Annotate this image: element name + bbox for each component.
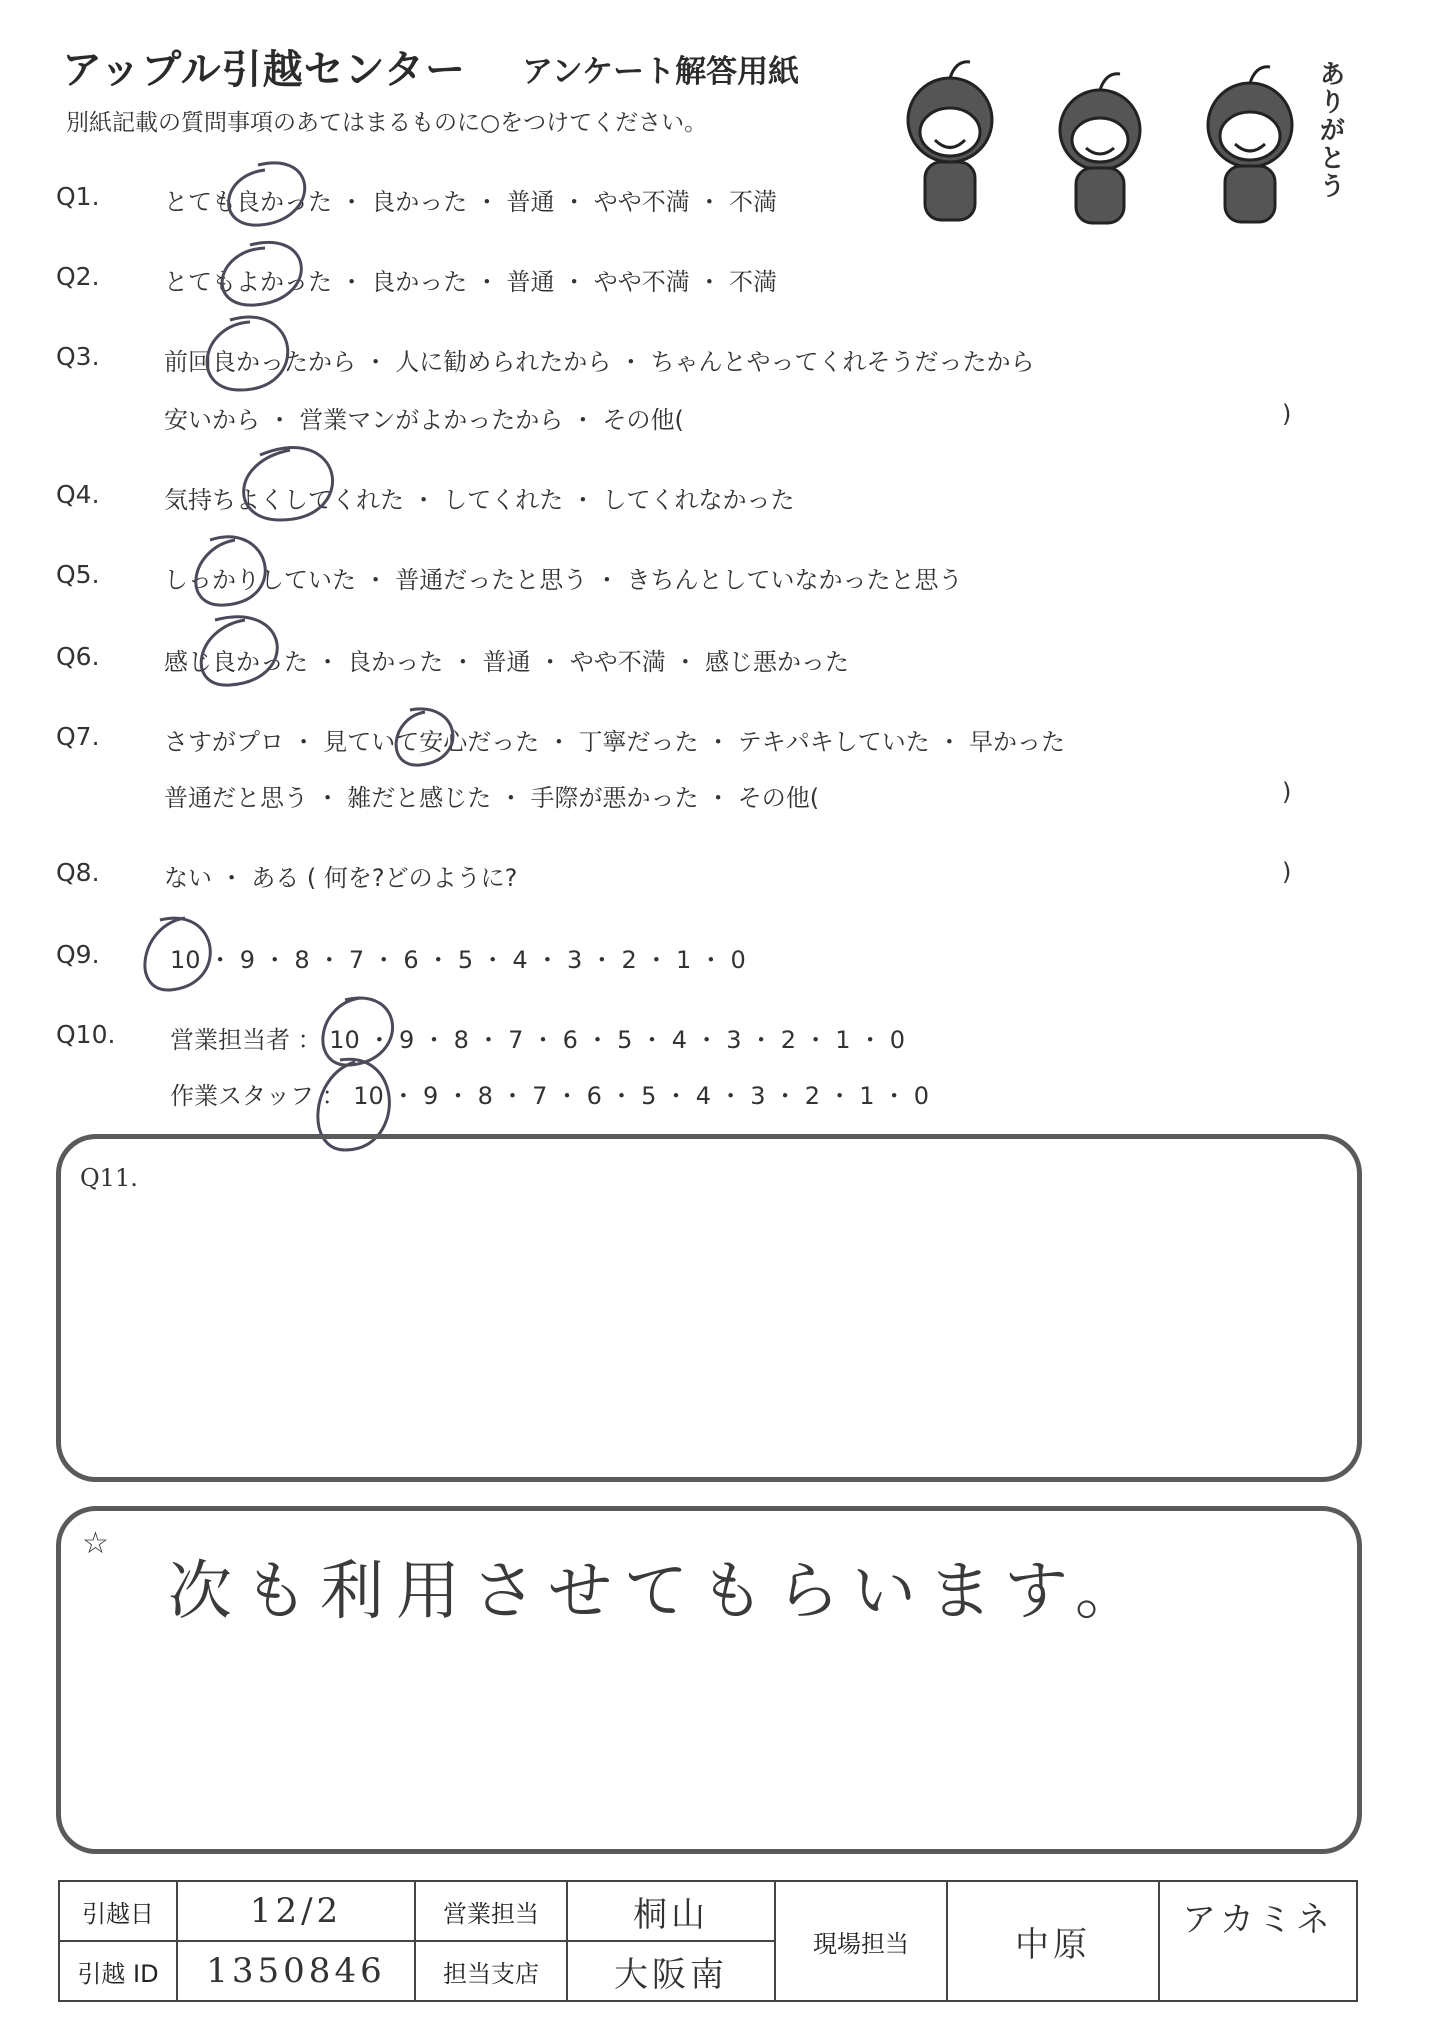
question-label: Q6. [56, 642, 100, 671]
question-label: Q7. [56, 722, 100, 751]
site-staff-value-1: 中原 [947, 1881, 1159, 2001]
question-options: 気持ちよくしてくれた ・ してくれた ・ してくれなかった [164, 486, 795, 514]
sales-rep-value: 桐山 [567, 1881, 775, 1941]
site-staff-value-2: アカミネ [1159, 1881, 1357, 2001]
q11-label: Q11. [80, 1164, 138, 1192]
move-date-label: 引越日 [59, 1881, 177, 1941]
site-staff-label: 現場担当 [775, 1881, 947, 2001]
move-id-value: 1350846 [177, 1941, 415, 2001]
question-options: さすがプロ ・ 見ていて安心だった ・ 丁寧だった ・ テキパキしていた ・ 早かった [164, 728, 1066, 756]
instructions-text: 別紙記載の質問事項のあてはまるものに○をつけてください。 [66, 110, 708, 136]
question-label: Q9. [56, 940, 100, 969]
move-id-label: 引越 ID [59, 1941, 177, 2001]
question-label: Q3. [56, 342, 100, 371]
question-options: とても良かった ・ 良かった ・ 普通 ・ やや不満 ・ 不満 [164, 188, 778, 216]
handwritten-comment: 次も利用させてもらいます。 [168, 1555, 1151, 1629]
closing-paren: ) [1282, 400, 1292, 428]
star-icon: ☆ [82, 1526, 109, 1561]
question-options: 安いから ・ 営業マンがよかったから ・ その他( [164, 406, 684, 434]
closing-paren: ) [1282, 778, 1292, 806]
form-subtitle: アンケート解答用紙 [522, 54, 800, 90]
question-options: 普通だと思う ・ 雑だと感じた ・ 手際が悪かった ・ その他( [164, 784, 820, 812]
rating-scale: 10 ・ 9 ・ 8 ・ 7 ・ 6 ・ 5 ・ 4 ・ 3 ・ 2 ・ 1 ・ 0 [170, 946, 746, 974]
question-label: Q8. [56, 858, 100, 887]
question-options: ない ・ ある ( 何を?どのように? [164, 864, 518, 892]
branch-label: 担当支店 [415, 1941, 567, 2001]
rating-scale-staff: 作業スタッフ ： 10 ・ 9 ・ 8 ・ 7 ・ 6 ・ 5 ・ 4 ・ 3 ・ 2 ・ 1 ・ 0 [170, 1082, 930, 1110]
question-label: Q4. [56, 480, 100, 509]
question-options: 前回良かったから ・ 人に勧められたから ・ ちゃんとやってくれそうだったから [164, 348, 1035, 376]
closing-paren: ) [1282, 858, 1292, 886]
move-date-value: 12/2 [177, 1881, 415, 1941]
question-options: とてもよかった ・ 良かった ・ 普通 ・ やや不満 ・ 不満 [164, 268, 778, 296]
question-options: しっかりしていた ・ 普通だったと思う ・ きちんとしていなかったと思う [164, 566, 963, 594]
q11-comment-box[interactable] [56, 1134, 1362, 1482]
monkey-mascots-illustration [880, 40, 1350, 230]
branch-value: 大阪南 [567, 1941, 775, 2001]
mascot-caption: ありがとう [1315, 60, 1345, 200]
company-brand: アップル引越センター [62, 47, 466, 93]
sales-rep-label: 営業担当 [415, 1881, 567, 1941]
rating-scale-sales: 営業担当者 ： 10 ・ 9 ・ 8 ・ 7 ・ 6 ・ 5 ・ 4 ・ 3 ・ 2 ・ 1 ・ 0 [170, 1026, 906, 1054]
question-label: Q1. [56, 182, 100, 211]
footer-info-table [58, 1880, 1358, 2002]
question-label: Q5. [56, 560, 100, 589]
question-label: Q10. [56, 1020, 116, 1049]
question-label: Q2. [56, 262, 100, 291]
question-options: 感じ良かった ・ 良かった ・ 普通 ・ やや不満 ・ 感じ悪かった [164, 648, 850, 676]
